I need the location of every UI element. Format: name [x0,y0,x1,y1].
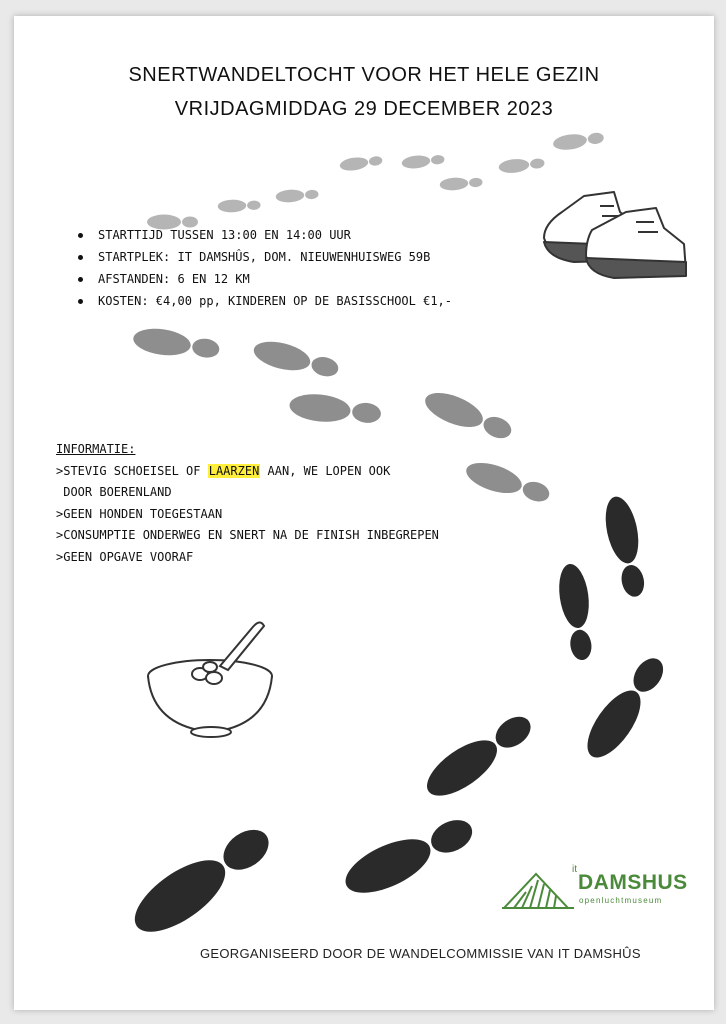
logo-subtitle: openluchtmuseum [579,896,663,905]
detail-start-location: STARTPLEK: IT DAMSHÛS, DOM. NIEUWENHUISWEG 59B [76,246,452,268]
poster-title: SNERTWANDELTOCHT VOOR HET HELE GEZIN [128,64,600,86]
highlighted-word: LAARZEN [208,463,260,478]
poster-page [14,16,714,1010]
info-footwear [56,461,439,483]
information-heading: INFORMATIE: [56,442,136,456]
information-section [56,439,439,568]
logo-name: DAMSHUS [578,871,688,894]
info-consumption: >CONSUMPTIE ONDERWEG EN SNERT NA DE FINISH INBEGREPEN [56,528,439,542]
info-footwear-before: >STEVIG SCHOEISEL OF [56,463,208,478]
detail-distances: AFSTANDEN: 6 EN 12 KM [76,268,452,290]
info-no-dogs: >GEEN HONDEN TOEGESTAAN [56,506,223,521]
damshus-logo [502,864,688,910]
organizer-footer: GEORGANISEERD DOOR DE WANDELCOMMISSIE VAN IT DAMSHÛS [200,946,641,961]
info-no-registration: >GEEN OPGAVE VOORAF [56,549,194,564]
info-footwear-continued: DOOR BOERENLAND [56,485,172,499]
logo-prefix: it [572,864,577,875]
detail-start-time: STARTTIJD TUSSEN 13:00 EN 14:00 UUR [76,224,452,246]
detail-costs: KOSTEN: €4,00 pp, KINDEREN OP DE BASISSCHOOL €1,- [76,290,452,312]
poster-date: VRIJDAGMIDDAG 29 DECEMBER 2023 [174,98,554,120]
footprint [147,130,605,230]
soup-bowl-icon [148,622,272,737]
info-footwear-after: AAN, WE LOPEN OOK [260,463,391,478]
hiking-boots-icon [544,192,686,278]
event-details-list [76,224,452,312]
